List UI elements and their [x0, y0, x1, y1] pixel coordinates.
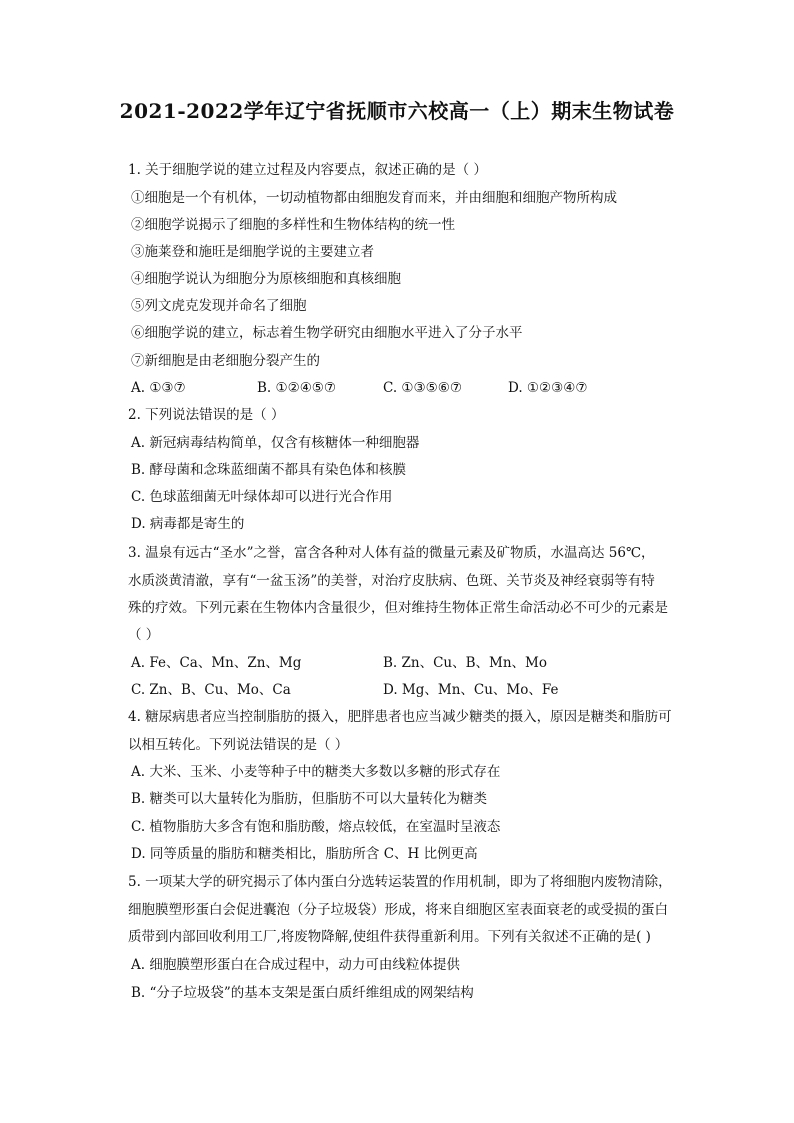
q1-stem: 1. 关于细胞学说的建立过程及内容要点，叙述正确的是（ ） [128, 162, 487, 178]
q4-option-b: B. 糖类可以大量转化为脂肪，但脂肪不可以大量转化为糖类 [131, 791, 488, 807]
q5-option-a: A. 细胞膜塑形蛋白在合成过程中，动力可由线粒体提供 [131, 957, 460, 973]
q1-item-7: ⑦新细胞是由老细胞分裂产生的 [131, 353, 320, 369]
q2-option-a: A. 新冠病毒结构简单，仅含有核糖体一种细胞器 [131, 435, 420, 451]
q5-stem-line-3: 质带到内部回收利用工厂,将废物降解,使组件获得重新利用。下列有关叙述不正确的是( ) [128, 929, 651, 945]
q1-option-c: C. ①③⑤⑥⑦ [383, 380, 462, 396]
q4-option-d: D. 同等质量的脂肪和糖类相比，脂肪所含 C、H 比例更高 [131, 846, 478, 862]
q3-stem-line-4: （ ） [128, 627, 160, 643]
q3-stem-line-1: 3. 温泉有远古“圣水”之誉，富含各种对人体有益的微量元素及矿物质，水温高达 56℃， [128, 545, 655, 561]
q2-option-c: C. 色球蓝细菌无叶绿体却可以进行光合作用 [131, 489, 393, 505]
q3-option-b: B. Zn、Cu、B、Mn、Mo [383, 655, 547, 671]
q1-option-d: D. ①②③④⑦ [508, 380, 588, 396]
q2-option-b: B. 酵母菌和念珠蓝细菌不都具有染色体和核膜 [131, 462, 407, 478]
q2-stem: 2. 下列说法错误的是（ ） [128, 407, 285, 423]
q3-stem-line-3: 殊的疗效。下列元素在生物体内含量很少，但对维持生物体正常生命活动必不可少的元素是 [128, 600, 668, 616]
q1-item-4: ④细胞学说认为细胞分为原核细胞和真核细胞 [131, 271, 401, 287]
q1-option-a: A. ①③⑦ [131, 380, 186, 396]
q5-stem-line-2: 细胞膜塑形蛋白会促进囊泡（分子垃圾袋）形成，将来自细胞区室表面衰老的或受损的蛋白 [128, 902, 668, 918]
q2-option-d: D. 病毒都是寄生的 [131, 516, 245, 532]
q4-option-c: C. 植物脂肪大多含有饱和脂肪酸，熔点较低，在室温时呈液态 [131, 819, 501, 835]
q1-option-b: B. ①②④⑤⑦ [257, 380, 337, 396]
q1-item-2: ②细胞学说揭示了细胞的多样性和生物体结构的统一性 [131, 217, 455, 233]
q3-option-a: A. Fe、Ca、Mn、Zn、Mg [131, 655, 302, 671]
q1-item-1: ①细胞是一个有机体，一切动植物都由细胞发育而来，并由细胞和细胞产物所构成 [131, 190, 617, 206]
exam-title: 2021-2022学年辽宁省抚顺市六校高一（上）期末生物试卷 [119, 99, 675, 123]
q4-stem-line-1: 4. 糖尿病患者应当控制脂肪的摄入，肥胖患者也应当减少糖类的摄入，原因是糖类和脂肪可 [128, 709, 672, 725]
q5-option-b: B. “分子垃圾袋”的基本支架是蛋白质纤维组成的网架结构 [131, 985, 474, 1001]
q4-stem-line-2: 以相互转化。下列说法错误的是（ ） [128, 737, 349, 753]
q4-option-a: A. 大米、玉米、小麦等种子中的糖类大多数以多糖的形式存在 [131, 764, 501, 780]
q1-item-6: ⑥细胞学说的建立，标志着生物学研究由细胞水平进入了分子水平 [131, 325, 523, 341]
q1-item-3: ③施莱登和施旺是细胞学说的主要建立者 [131, 244, 374, 260]
q3-option-d: D. Mg、Mn、Cu、Mo、Fe [383, 682, 559, 698]
q3-stem-line-2: 水质淡黄清澈，享有“一盆玉汤”的美誉，对治疗皮肤病、色斑、关节炎及神经衰弱等有特 [128, 573, 655, 589]
q3-option-c: C. Zn、B、Cu、Mo、Ca [131, 682, 291, 698]
q5-stem-line-1: 5. 一项某大学的研究揭示了体内蛋白分选转运装置的作用机制，即为了将细胞内废物清除， [128, 874, 672, 890]
q1-item-5: ⑤列文虎克发现并命名了细胞 [131, 298, 307, 314]
